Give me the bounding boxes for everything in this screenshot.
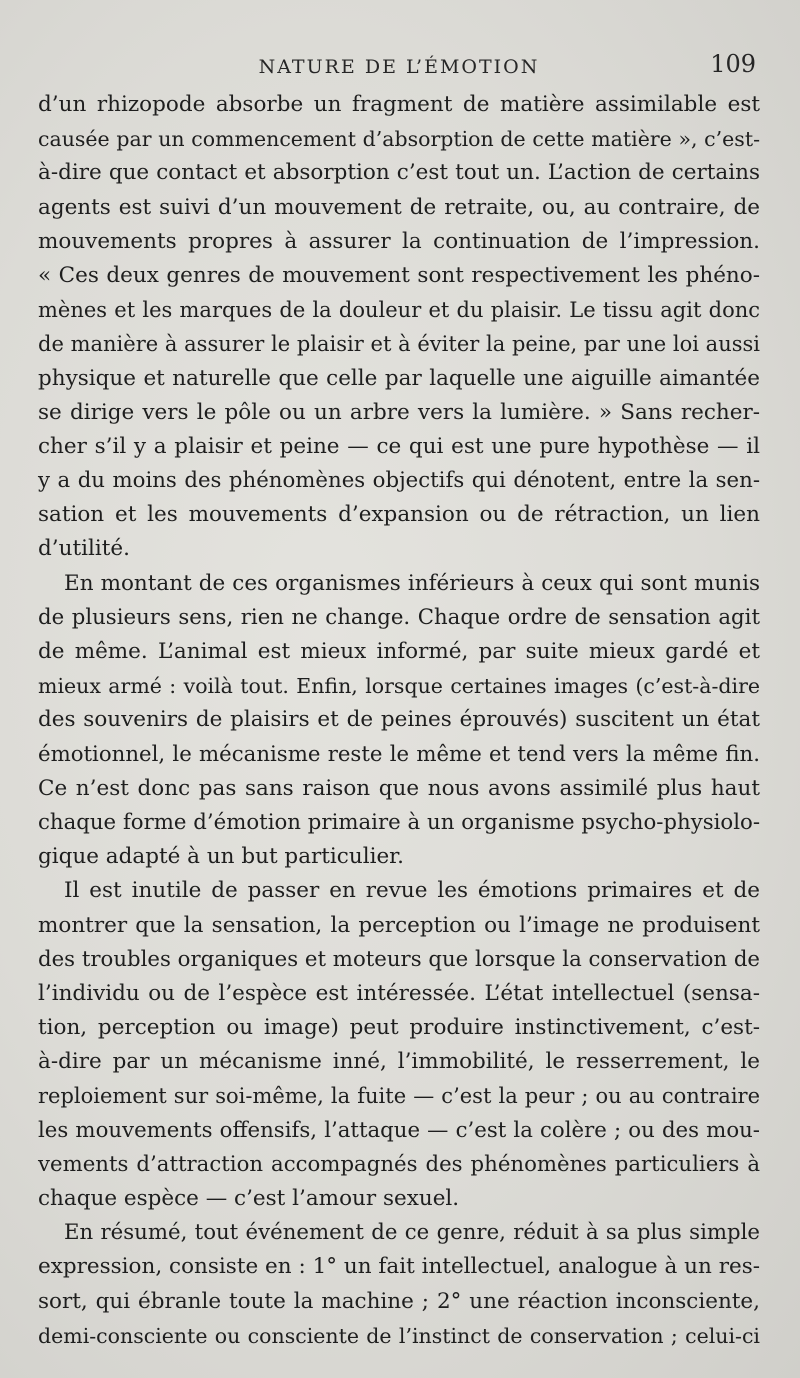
text-line: émotionnel, le mécanisme reste le même et tend vers la même fin. xyxy=(38,741,760,767)
text-line: En résumé, tout événement de ce genre, réduit à sa plus simple xyxy=(64,1220,760,1246)
text-line: causée par un commencement d’absorption de cette matière », c’est- xyxy=(38,127,760,152)
text-line: reploiement sur soi-même, la fuite — c’est la peur ; ou au contraire xyxy=(38,1084,760,1109)
text-line: demi-consciente ou consciente de l’instinct de conservation ; celui-ci xyxy=(38,1323,760,1348)
text-line: mieux armé : voilà tout. Enfin, lorsque certaines images (c’est-à-dire xyxy=(38,674,760,699)
text-line: des souvenirs de plaisirs et de peines éprouvés) suscitent un état xyxy=(38,707,760,733)
text-line: cher s’il y a plaisir et peine — ce qui est une pure hypothèse — il xyxy=(38,433,760,459)
running-title: NATURE DE L’ÉMOTION xyxy=(258,56,540,78)
running-head xyxy=(40,50,758,84)
text-line: agents est suivi d’un mouvement de retraite, ou, au contraire, de xyxy=(38,194,760,220)
text-line: Ce n’est donc pas sans raison que nous avons assimilé plus haut xyxy=(38,775,760,801)
text-line: tion, perception ou image) peut produire instinctivement, c’est- xyxy=(38,1015,760,1041)
text-line: sation et les mouvements d’expansion ou de rétraction, un lien xyxy=(38,502,760,528)
text-line: sort, qui ébranle toute la machine ; 2° une réaction inconsciente, xyxy=(38,1288,760,1314)
text-line: chaque espèce — c’est l’amour sexuel. xyxy=(38,1186,460,1211)
text-line: d’utilité. xyxy=(38,536,130,562)
text-line: l’individu ou de l’espèce est intéressée. L’état intellectuel (sensa- xyxy=(38,980,760,1006)
text-line: Il est inutile de passer en revue les émotions primaires et de xyxy=(64,878,760,904)
text-line: de même. L’animal est mieux informé, par suite mieux gardé et xyxy=(38,639,760,664)
text-line: à-dire par un mécanisme inné, l’immobilité, le resserrement, le xyxy=(38,1049,760,1075)
text-line: y a du moins des phénomènes objectifs qui dénotent, entre la sen- xyxy=(38,468,760,494)
text-line: à-dire que contact et absorption c’est tout un. L’action de certains xyxy=(38,160,760,186)
text-line: les mouvements offensifs, l’attaque — c’est la colère ; ou des mou- xyxy=(38,1117,760,1143)
text-line: physique et naturelle que celle par laquelle une aiguille aimantée xyxy=(38,365,760,391)
text-line: « Ces deux genres de mouvement sont respectivement les phéno- xyxy=(38,262,760,288)
text-line: d’un rhizopode absorbe un fragment de matière assimilable est xyxy=(38,92,760,117)
text-line: vements d’attraction accompagnés des phénomènes particuliers à xyxy=(38,1151,760,1177)
text-line: se dirige vers le pôle ou un arbre vers la lumière. » Sans recher- xyxy=(38,399,760,425)
text-line: de plusieurs sens, rien ne change. Chaque ordre de sensation agit xyxy=(38,604,760,630)
text-line: En montant de ces organismes inférieurs à ceux qui sont munis xyxy=(64,570,760,596)
page-number: 109 xyxy=(710,50,756,78)
text-line: gique adapté à un but particulier. xyxy=(38,844,404,870)
text-line: montrer que la sensation, la perception ou l’image ne produisent xyxy=(38,912,760,938)
text-line: mènes et les marques de la douleur et du plaisir. Le tissu agit donc xyxy=(38,298,760,323)
text-line: expression, consiste en : 1° un fait intellectuel, analogue à un res- xyxy=(38,1254,760,1280)
text-line: de manière à assurer le plaisir et à éviter la peine, par une loi aussi xyxy=(38,332,760,357)
text-line: des troubles organiques et moteurs que lorsque la conservation de xyxy=(38,946,760,972)
text-line: mouvements propres à assurer la continuation de l’impression. xyxy=(38,228,760,254)
body-text xyxy=(38,88,760,1353)
text-line: chaque forme d’émotion primaire à un organisme psycho-physiolo- xyxy=(38,809,760,835)
